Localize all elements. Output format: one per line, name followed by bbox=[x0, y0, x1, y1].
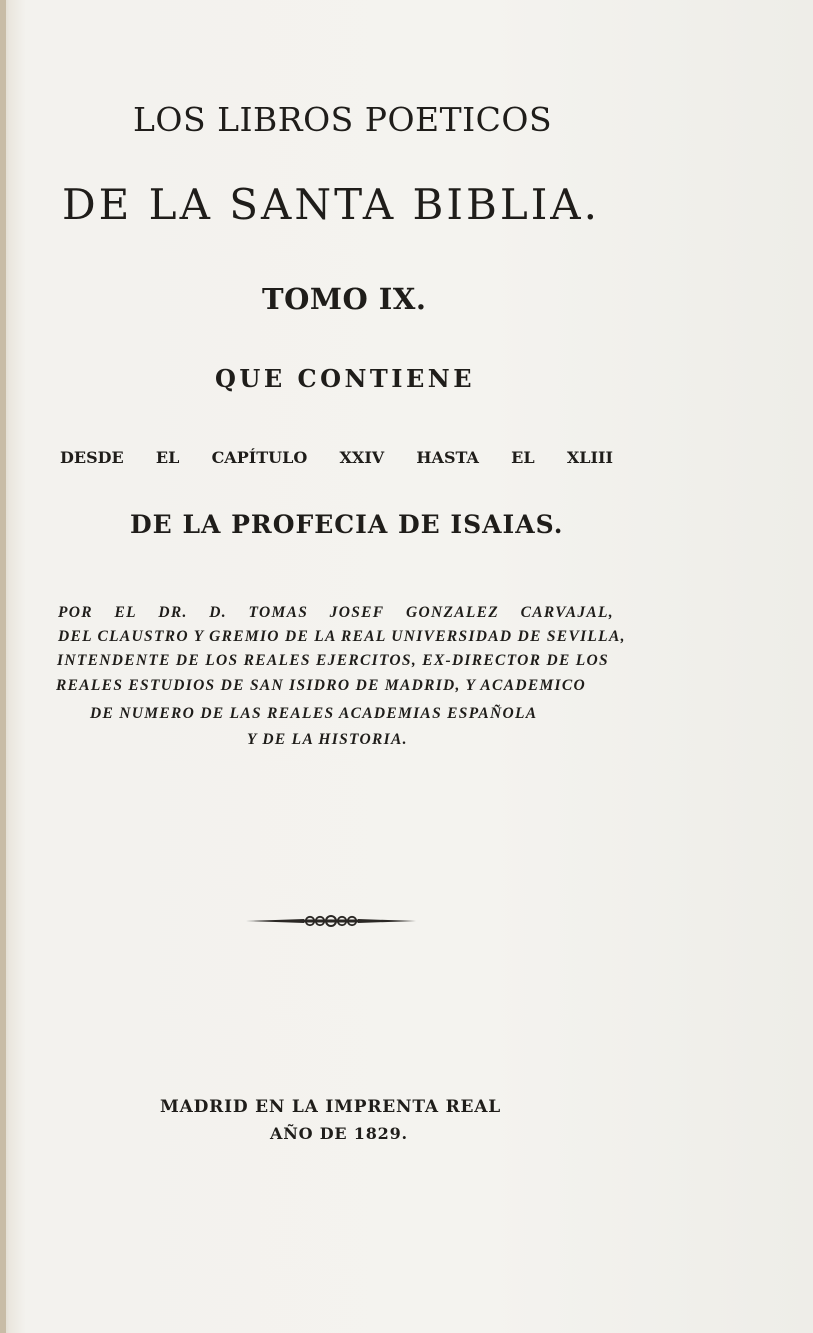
range-word: HASTA bbox=[416, 448, 479, 467]
author-word: POR bbox=[58, 604, 93, 621]
author-line-6: Y DE LA HISTORIA. bbox=[247, 731, 408, 748]
chapter-range bbox=[60, 448, 613, 467]
author-line-4: REALES ESTUDIOS DE SAN ISIDRO DE MADRID, Y ACADEMICO bbox=[56, 677, 587, 694]
range-word: EL bbox=[155, 448, 180, 467]
range-word: CAPÍTULO bbox=[211, 448, 308, 467]
author-line-1 bbox=[58, 604, 614, 622]
volume-number: TOMO IX. bbox=[262, 282, 427, 316]
range-word: XLIII bbox=[566, 448, 613, 467]
author-line-3: INTENDENTE DE LOS REALES EJERCITOS, EX-DIRECTOR DE LOS bbox=[57, 652, 609, 669]
book-title-line-2: DE LA SANTA BIBLIA. bbox=[62, 180, 600, 229]
range-word: DESDE bbox=[60, 448, 124, 467]
author-word: EL bbox=[114, 604, 137, 621]
author-word: GONZALEZ bbox=[405, 604, 500, 621]
book-title-line-1: LOS LIBROS POETICOS bbox=[133, 100, 553, 139]
author-line-5: DE NUMERO DE LAS REALES ACADEMIAS ESPAÑOLA bbox=[90, 705, 538, 722]
author-word: JOSEF bbox=[329, 604, 385, 621]
imprint-year: AÑO DE 1829. bbox=[270, 1124, 408, 1143]
page-gutter bbox=[0, 0, 6, 1333]
author-word: DR. bbox=[158, 604, 188, 621]
printer-ornament bbox=[244, 908, 418, 934]
author-word: D. bbox=[209, 604, 227, 621]
author-line-2: DEL CLAUSTRO Y GREMIO DE LA REAL UNIVERSIDAD DE SEVILLA, bbox=[58, 628, 626, 645]
range-word: XXIV bbox=[339, 448, 385, 467]
imprint-place: MADRID EN LA IMPRENTA REAL bbox=[160, 1097, 502, 1117]
subject-line: DE LA PROFECIA DE ISAIAS. bbox=[130, 510, 564, 539]
range-word: EL bbox=[511, 448, 535, 467]
author-word: CARVAJAL, bbox=[520, 604, 614, 621]
contents-intro: QUE CONTIENE bbox=[215, 364, 476, 393]
author-word: TOMAS bbox=[248, 604, 309, 621]
